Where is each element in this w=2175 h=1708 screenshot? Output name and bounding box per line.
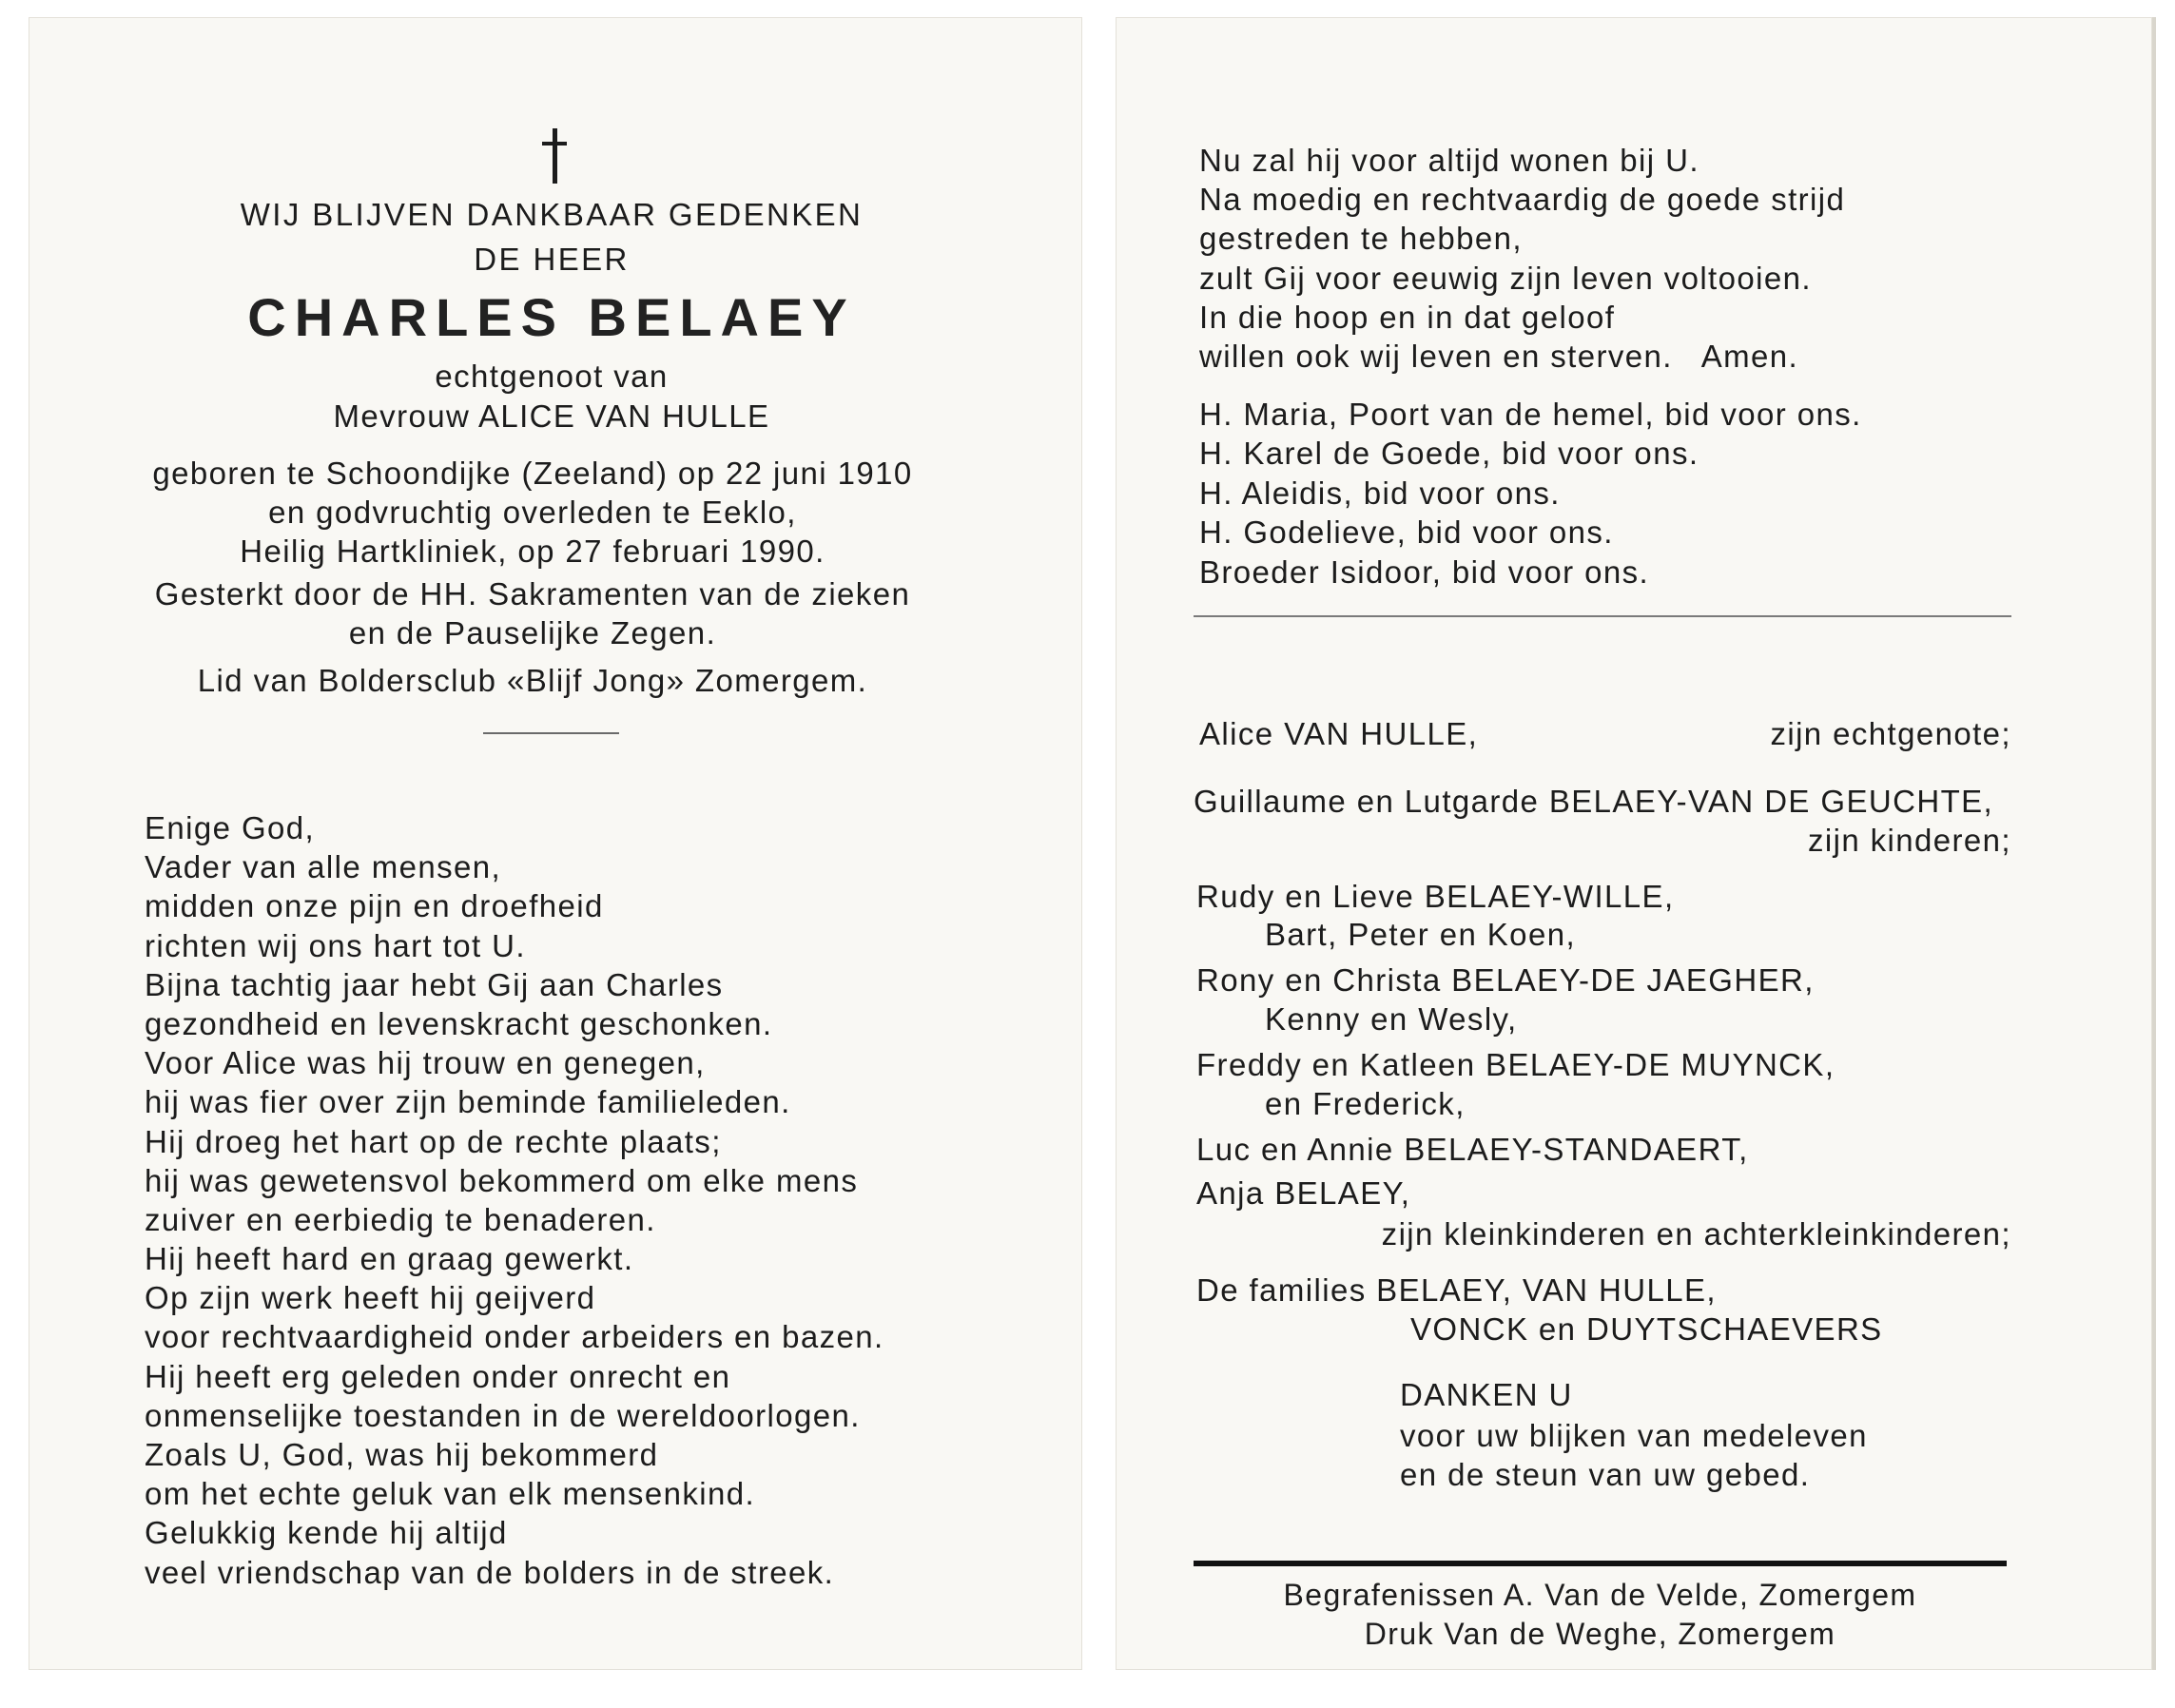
prayer-line: Voor Alice was hij trouw en genegen, [145,1045,706,1081]
poem-line: Nu zal hij voor altijd wonen bij U. [1199,143,1699,178]
birth-details: geboren te Schoondijke (Zeeland) op 22 juni 1910 [152,456,913,491]
spouse-intro: echtgenoot van [435,359,669,394]
grandchild-family-2-kids: Kenny en Wesly, [1265,1001,1518,1037]
children-names: Guillaume en Lutgarde BELAEY-VAN DE GEUCHTE, [1194,784,1994,819]
saint-line: H. Godelieve, bid voor ons. [1199,514,1614,551]
saint-line: Broeder Isidoor, bid voor ons. [1199,553,1650,590]
prayer-line: midden onze pijn en droefheid [145,888,604,924]
prayer-line: Hij heeft erg geleden onder onrecht en [145,1358,731,1394]
widow-role: zijn echtgenote; [1770,716,2011,751]
prayer-line: hij was gewetensvol bekommerd om elke mens [145,1162,859,1198]
prayer-line: richten wij ons hart tot U. [145,927,526,963]
families-line-2: VONCK en DUYTSCHAEVERS [1410,1311,1883,1347]
prayer-line: hij was fier over zijn beminde familieleden. [145,1084,791,1120]
heading-line-1: WIJ BLIJVEN DANKBAAR GEDENKEN [240,197,864,232]
prayer-line: Bijna tachtig jaar hebt Gij aan Charles [145,966,724,1002]
footer-divider [1194,1561,2007,1566]
club-membership: Lid van Boldersclub «Blijf Jong» Zomergem. [197,663,868,698]
spouse-name: Mevrouw ALICE VAN HULLE [333,398,770,434]
cross-icon [540,128,569,185]
prayer-line: Hij heeft hard en graag gewerkt. [145,1241,634,1277]
prayer-line: veel vriendschap van de bolders in de streek. [145,1554,835,1590]
grandchild-5: Anja BELAEY, [1196,1175,1411,1211]
poem-text [1199,141,2055,376]
saint-line: H. Karel de Goede, bid voor ons. [1199,436,1699,472]
poem-line: willen ook wij leven en sterven. Amen. [1199,338,1799,374]
death-details-line-2: Heilig Hartkliniek, op 27 februari 1990. [240,534,825,569]
prayer-line: Enige God, [145,810,316,845]
poem-line: zult Gij voor eeuwig zijn leven voltooien. [1199,260,1812,296]
deceased-name: CHARLES BELAEY [247,287,856,347]
widow-name: Alice VAN HULLE, [1199,716,1479,751]
thanks-line-2: en de steun van uw gebed. [1400,1457,1811,1492]
saint-line: H. Maria, Poort van de hemel, bid voor ons. [1199,397,1862,432]
children-role: zijn kinderen; [1807,823,2011,858]
prayer-line: Gelukkig kende hij altijd [145,1515,508,1551]
grandchild-family-1-kids: Bart, Peter en Koen, [1265,917,1577,952]
heading-line-2: DE HEER [474,242,630,277]
grandchild-family-1: Rudy en Lieve BELAEY-WILLE, [1196,879,1675,914]
thanks-line-1: voor uw blijken van medeleven [1400,1418,1868,1453]
death-details-line-1: en godvruchtig overleden te Eeklo, [268,495,797,530]
grandchild-family-2: Rony en Christa BELAEY-DE JAEGHER, [1196,962,1815,998]
grandchild-family-3: Freddy en Katleen BELAEY-DE MUYNCK, [1196,1047,1835,1082]
poem-line: In die hoop en in dat geloof [1199,299,1616,335]
grandchildren-role: zijn kleinkinderen en achterkleinkinderen; [1381,1216,2011,1252]
printer: Druk Van de Weghe, Zomergem [1364,1617,1836,1651]
divider [1194,615,2011,617]
sacraments-line-1: Gesterkt door de HH. Sakramenten van de zieken [154,576,911,611]
divider [483,732,619,734]
prayer-line: Zoals U, God, was hij bekommerd [145,1437,659,1472]
poem-line: gestreden te hebben, [1199,221,1523,257]
sacraments-line-2: en de Pauselijke Zegen. [348,615,717,650]
saint-line: H. Aleidis, bid voor ons. [1199,475,1561,511]
prayer-line: voor rechtvaardigheid onder arbeiders en bazen. [145,1319,884,1355]
poem-line: Na moedig en rechtvaardig de goede strijd [1199,182,1846,218]
prayer-line: om het echte geluk van elk mensenkind. [145,1476,756,1512]
prayer-line: gezondheid en levenskracht geschonken. [145,1005,773,1041]
prayer-line: Op zijn werk heeft hij geijverd [145,1280,596,1316]
prayer-line: Vader van alle mensen, [145,849,502,885]
saints-invocations [1199,395,2055,592]
thanks-title: DANKEN U [1400,1377,1573,1412]
funeral-home: Begrafenissen A. Van de Velde, Zomergem [1283,1578,1917,1612]
grandchild-family-4: Luc en Annie BELAEY-STANDAERT, [1196,1132,1749,1167]
grandchild-family-3-kids: en Frederick, [1265,1086,1466,1121]
prayer-line: zuiver en eerbiedig te benaderen. [145,1201,656,1237]
prayer-text [145,808,1000,1592]
prayer-line: onmenselijke toestanden in de wereldoorlogen. [145,1397,861,1433]
prayer-line: Hij droeg het hart op de rechte plaats; [145,1123,722,1159]
families-line-1: De families BELAEY, VAN HULLE, [1196,1272,1717,1308]
